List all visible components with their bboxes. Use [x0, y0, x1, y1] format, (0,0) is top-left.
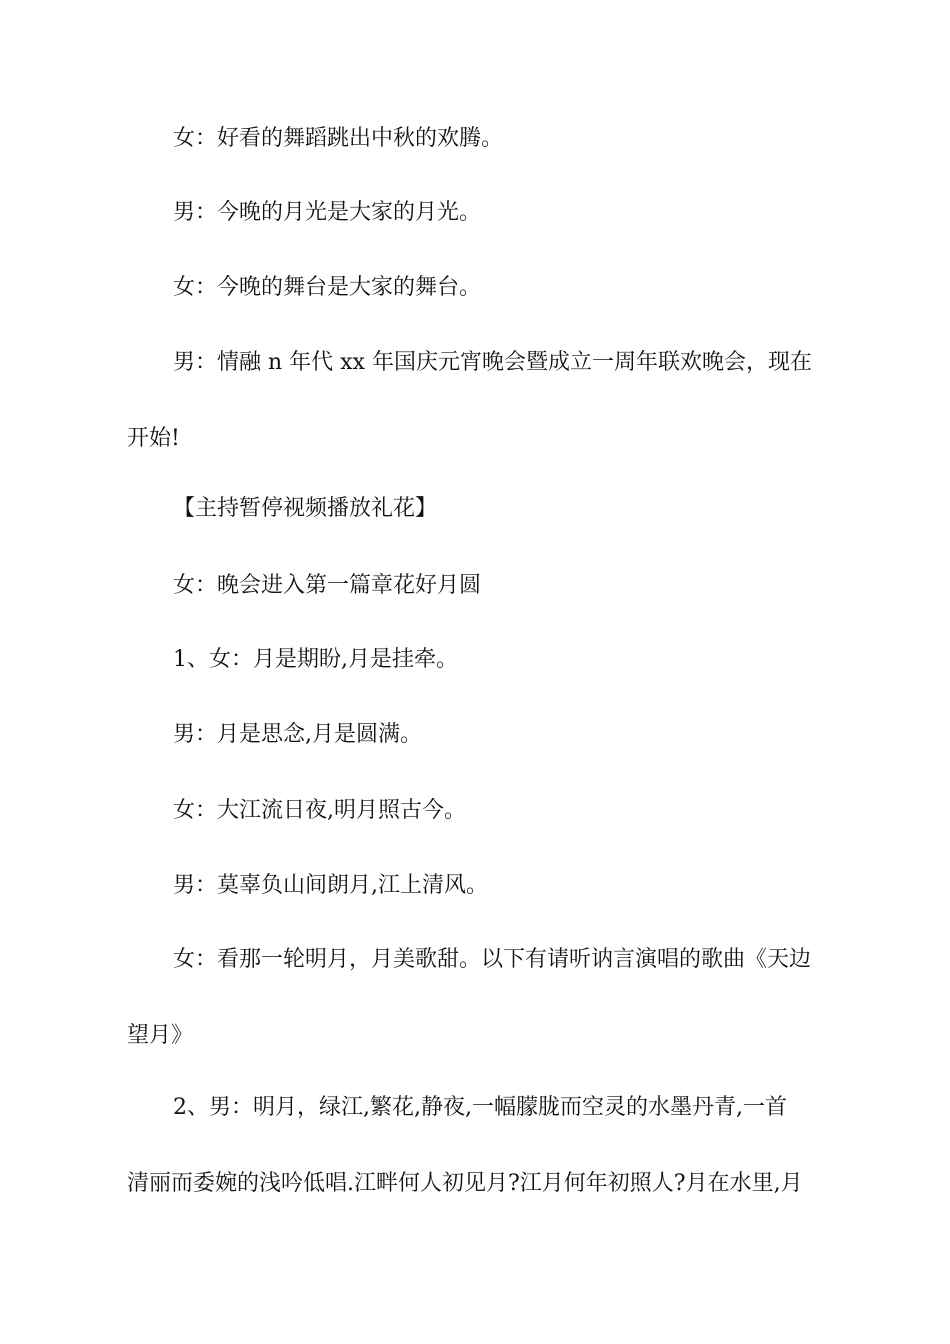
- paragraph-7: [127, 622, 827, 698]
- paragraph-3-line-1: 女：今晚的舞台是大家的舞台。: [173, 275, 482, 300]
- paragraph-6: [127, 548, 827, 624]
- paragraph-7-line-1: 1、女：月是期盼,月是挂牵。: [173, 647, 458, 672]
- paragraph-2-line-1: 男：今晚的月光是大家的月光。: [173, 200, 482, 225]
- paragraph-1-line-1: 女：好看的舞蹈跳出中秋的欢腾。: [173, 126, 504, 151]
- paragraph-5-line-1: 【主持暂停视频播放礼花】: [173, 496, 438, 521]
- paragraph-12-line-2: 清丽而委婉的浅吟低唱.江畔何人初见月?江月何年初照人?月在水里,月: [127, 1171, 803, 1196]
- paragraph-11: [127, 922, 827, 1074]
- paragraph-8-line-1: 男：月是思念,月是圆满。: [173, 722, 422, 747]
- paragraph-12-line-1: 2、男：明月，绿江,繁花,静夜,一幅朦胧而空灵的水墨丹青,一首: [173, 1095, 787, 1120]
- paragraph-4-line-2: 开始!: [127, 426, 180, 451]
- paragraph-8: [127, 697, 827, 773]
- paragraph-3: [127, 250, 827, 326]
- paragraph-10: [127, 848, 827, 924]
- paragraph-9: [127, 773, 827, 849]
- paragraph-5: [127, 471, 827, 547]
- paragraph-11-line-1: 女：看那一轮明月，月美歌甜。以下有请听讷言演唱的歌曲《天边: [173, 947, 812, 972]
- paragraph-1: [127, 101, 827, 177]
- paragraph-10-line-1: 男：莫辜负山间朗月,江上清风。: [173, 873, 488, 898]
- paragraph-2: [127, 175, 827, 251]
- paragraph-6-line-1: 女：晚会进入第一篇章花好月圆: [173, 573, 482, 598]
- paragraph-4-line-1: 男：情融 n 年代 xx 年国庆元宵晚会暨成立一周年联欢晚会，现在: [173, 350, 812, 375]
- paragraph-4: [127, 325, 827, 477]
- paragraph-9-line-1: 女：大江流日夜,明月照古今。: [173, 798, 466, 823]
- paragraph-11-line-2: 望月》: [127, 1023, 194, 1048]
- paragraph-12: [127, 1070, 827, 1222]
